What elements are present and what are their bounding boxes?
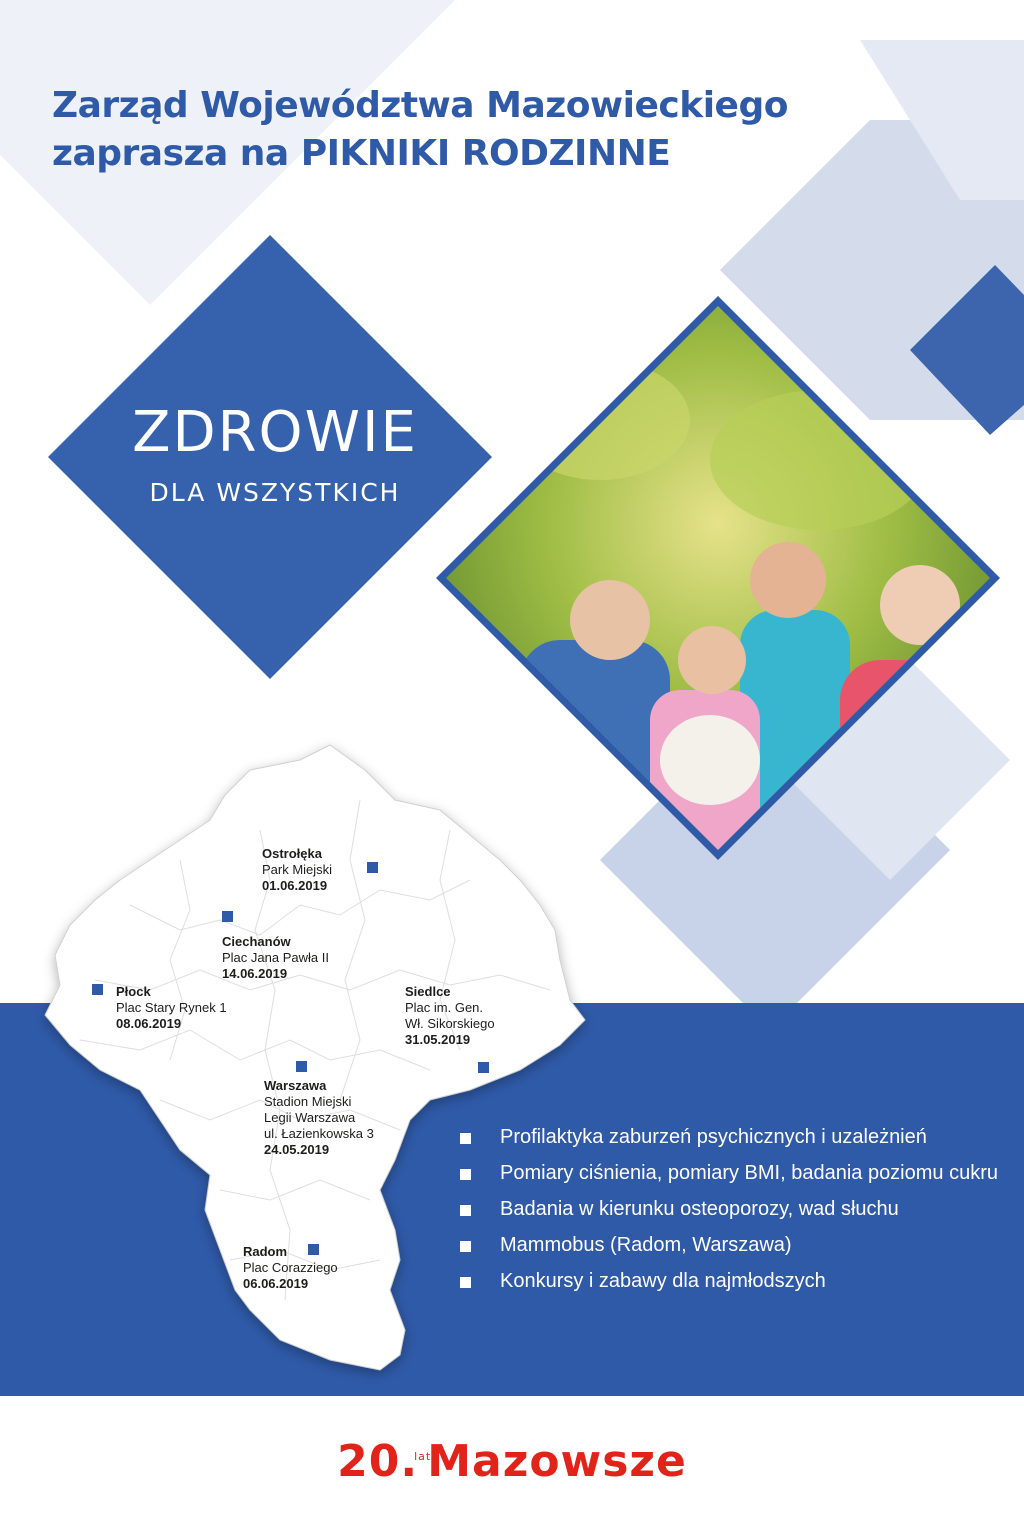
city-place: Plac Stary Rynek 1 [116,1000,227,1015]
slogan-sub: DLA WSZYSTKICH [149,478,401,507]
bullet-square-icon [460,1277,471,1288]
city-name: Siedlce [405,984,451,999]
logo-number: 20. [337,1436,419,1487]
mazowsze-logo [0,1436,1024,1487]
city-ostroleka [262,846,332,894]
list-item [454,1158,1014,1189]
city-ciechanow [222,934,329,982]
city-radom [243,1244,338,1292]
city-place: Plac Jana Pawła II [222,950,329,965]
city-name: Ciechanów [222,934,291,949]
city-siedlce [405,984,495,1048]
list-item [454,1194,1014,1225]
city-name: Ostrołęka [262,846,322,861]
city-name: Radom [243,1244,288,1259]
list-item [454,1266,1014,1297]
marker-warszawa [296,1061,307,1072]
city-place-2: Wł. Sikorskiego [405,1016,495,1031]
offer-list [454,1122,1014,1302]
city-name: Płock [116,984,151,999]
list-item [454,1122,1014,1153]
city-date: 24.05.2019 [264,1142,330,1157]
bullet-square-icon [460,1241,471,1252]
offer-text: Badania w kierunku osteoporozy, wad słuchu [500,1198,899,1220]
city-place: Plac im. Gen. [405,1000,484,1015]
marker-ciechanow [222,911,233,922]
list-item [454,1230,1014,1261]
bullet-square-icon [460,1169,471,1180]
marker-siedlce [478,1062,489,1073]
marker-ostroleka [367,862,378,873]
city-date: 01.06.2019 [262,878,328,893]
marker-plock [92,984,103,995]
slogan-main: ZDROWIE [132,400,418,465]
city-place: Park Miejski [262,862,333,877]
offer-text: Pomiary ciśnienia, pomiary BMI, badania poziomu cukru [500,1162,998,1184]
bullet-square-icon [460,1133,471,1144]
city-date: 31.05.2019 [405,1032,471,1047]
title-line-1: Zarząd Województwa Mazowieckiego [52,85,788,126]
city-name: Warszawa [264,1078,327,1093]
city-place-2: Legii Warszawa [264,1110,356,1125]
header-title [52,82,872,178]
offer-text: Profilaktyka zaburzeń psychicznych i uzależnień [500,1126,927,1148]
logo-small: lat [414,1449,432,1463]
bullet-square-icon [460,1205,471,1216]
city-place-3: ul. Łazienkowska 3 [264,1126,374,1141]
city-date: 08.06.2019 [116,1016,182,1031]
city-place: Stadion Miejski [264,1094,352,1109]
offer-text: Konkursy i zabawy dla najmłodszych [500,1270,826,1292]
city-place: Plac Corazziego [243,1260,338,1275]
city-plock [116,984,227,1032]
title-line-2: zaprasza na PIKNIKI RODZINNE [52,133,671,174]
logo-name: Mazowsze [427,1436,687,1487]
offer-text: Mammobus (Radom, Warszawa) [500,1234,792,1256]
city-date: 06.06.2019 [243,1276,309,1291]
city-date: 14.06.2019 [222,966,288,981]
city-warszawa [264,1078,374,1158]
